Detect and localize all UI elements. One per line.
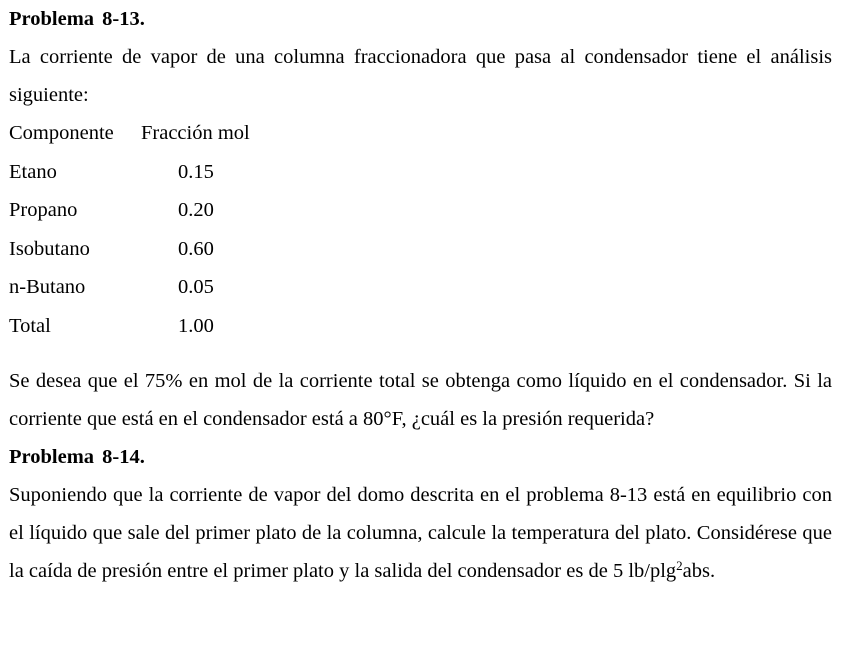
composition-table [9,114,832,346]
problem-8-14-text [9,476,832,590]
mole-fraction-value: 0.20 [178,199,214,222]
problem-8-13-question: Se desea que el 75% en mol de la corriente total se obtenga como líquido en el condensador. Si la corriente que está en el condensador está a 80°F, ¿cuál es la presión requerida? [9,369,832,430]
table-row [9,307,832,346]
problem-8-13-intro: La corriente de vapor de una columna fraccionadora que pasa al condensador tiene el análisis siguiente: [9,46,832,106]
column-header-component: Componente [9,122,114,144]
column-header-mole-fraction: Fracción mol [141,122,250,144]
table-row [9,230,832,269]
document-page [9,0,832,590]
mole-fraction-value: 0.60 [178,237,214,260]
units-suffix: abs. [682,559,716,582]
component-name: Total [9,314,51,337]
table-spacer [9,346,832,362]
mole-fraction-value: 1.00 [178,314,214,337]
mole-fraction-value: 0.05 [178,276,214,299]
component-name: Propano [9,199,78,222]
table-row [9,191,832,230]
table-row [9,268,832,307]
problem-8-14-body: Suponiendo que la corriente de vapor del domo descrita en el problema 8-13 está en equilibrio con el líquido que sale del primer plato de la columna, calcule la temperatura del plato. Considérese que la caída de presión entre el primer plato y la salida del condensador es de 5 lb/plg [9,483,832,582]
problem-8-14-title: Problema 8-14. [9,445,145,468]
mole-fraction-value: 0.15 [178,160,214,183]
component-name: Isobutano [9,237,90,260]
problem-8-13-title: Problema 8-13. [9,8,145,30]
units-superscript: 2 [676,557,683,573]
table-row [9,153,832,192]
table-header-row [9,114,832,153]
component-name: n-Butano [9,276,86,299]
component-name: Etano [9,160,57,183]
